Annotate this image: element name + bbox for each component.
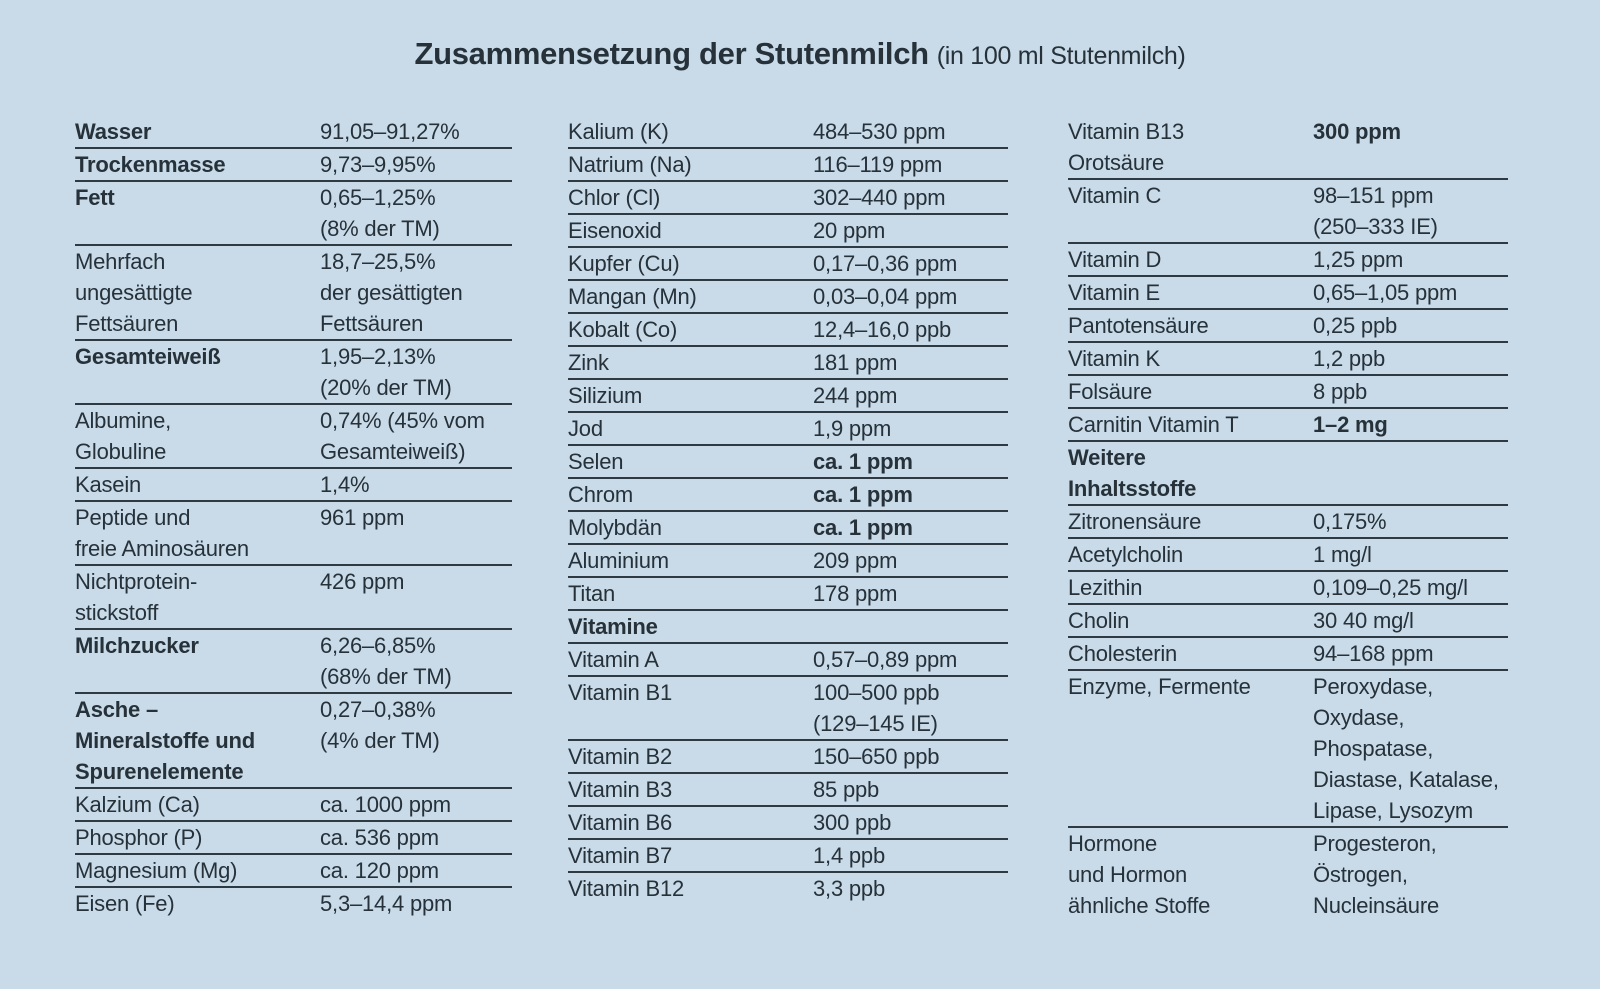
row-label — [75, 822, 320, 853]
table-row — [568, 116, 1008, 149]
value-line: 0,65–1,25% — [320, 185, 436, 210]
row-label — [75, 246, 320, 339]
value-line: 0,27–0,38% — [320, 697, 436, 722]
table-row — [1068, 409, 1508, 442]
label-line: Pantotensäure — [1068, 313, 1209, 338]
row-label — [568, 347, 813, 378]
value-line: 244 ppm — [813, 383, 898, 408]
row-label — [568, 545, 813, 576]
label-line: Wasser — [75, 119, 152, 144]
row-value — [813, 446, 1008, 477]
table-row — [568, 774, 1008, 807]
label-line: stickstoff — [75, 600, 159, 625]
table-row — [568, 741, 1008, 774]
row-value — [1313, 638, 1508, 669]
value-line: 12,4–16,0 ppb — [813, 317, 952, 342]
table-row — [568, 611, 1008, 644]
row-label — [568, 281, 813, 312]
title-main: Zusammensetzung der Stutenmilch — [414, 36, 929, 71]
value-line: Gesamteiweiß) — [320, 439, 466, 464]
row-label — [75, 502, 320, 564]
table-row — [568, 446, 1008, 479]
label-line: Titan — [568, 581, 616, 606]
table-row — [1068, 442, 1508, 506]
label-line: Asche – — [75, 697, 158, 722]
row-value — [1313, 180, 1508, 242]
row-value — [813, 578, 1008, 609]
row-label — [1068, 506, 1313, 537]
row-value — [813, 545, 1008, 576]
row-label — [568, 479, 813, 510]
table-row — [568, 512, 1008, 545]
table-row — [1068, 539, 1508, 572]
label-line: Acetylcholin — [1068, 542, 1183, 567]
row-label — [568, 215, 813, 246]
value-line: Phospatase, — [1313, 736, 1434, 761]
row-label — [568, 446, 813, 477]
label-line: Vitamine — [568, 614, 658, 639]
table-row — [75, 789, 512, 822]
row-value — [813, 116, 1008, 147]
row-label — [568, 413, 813, 444]
label-line: Vitamin C — [1068, 183, 1162, 208]
value-line: 1,95–2,13% — [320, 344, 436, 369]
table-row — [1068, 343, 1508, 376]
value-line: 0,175% — [1313, 509, 1387, 534]
row-value — [1313, 605, 1508, 636]
table-row — [75, 502, 512, 566]
table-row — [75, 341, 512, 405]
row-value — [813, 774, 1008, 805]
row-value — [1313, 376, 1508, 407]
label-line: Selen — [568, 449, 624, 474]
label-line: Mineralstoffe und — [75, 728, 255, 753]
row-label — [1068, 310, 1313, 341]
label-line: Peptide und — [75, 505, 191, 530]
table-row — [1068, 828, 1508, 921]
row-label — [75, 888, 320, 919]
label-line: Hormone — [1068, 831, 1158, 856]
row-value — [813, 644, 1008, 675]
label-line: Carnitin Vitamin T — [1068, 412, 1239, 437]
row-value — [1313, 277, 1508, 308]
row-value — [320, 116, 512, 147]
value-line: 91,05–91,27% — [320, 119, 460, 144]
row-label — [568, 512, 813, 543]
row-value — [813, 149, 1008, 180]
value-line: 94–168 ppm — [1313, 641, 1434, 666]
value-line: (20% der TM) — [320, 375, 452, 400]
value-line: 0,109–0,25 mg/l — [1313, 575, 1468, 600]
label-line: Vitamin B1 — [568, 680, 672, 705]
row-value — [813, 182, 1008, 213]
row-value — [320, 149, 512, 180]
value-line: 30 40 mg/l — [1313, 608, 1414, 633]
row-value — [320, 469, 512, 500]
table-row — [568, 677, 1008, 741]
row-label — [75, 789, 320, 820]
table-row — [75, 469, 512, 502]
label-line: Chrom — [568, 482, 634, 507]
table-row — [568, 873, 1008, 904]
table-column-3 — [1068, 116, 1508, 921]
table-row — [568, 578, 1008, 611]
row-label — [1068, 116, 1313, 178]
row-value — [1313, 116, 1508, 147]
row-value — [320, 855, 512, 886]
row-label — [1068, 180, 1313, 211]
value-line: Lipase, Lysozym — [1313, 798, 1474, 823]
row-label — [568, 807, 813, 838]
row-value — [320, 789, 512, 820]
value-line: 0,65–1,05 ppm — [1313, 280, 1458, 305]
row-value — [320, 822, 512, 853]
label-line: Globuline — [75, 439, 167, 464]
label-line: Mangan (Mn) — [568, 284, 697, 309]
value-line: 1,2 ppb — [1313, 346, 1386, 371]
value-line: 1,9 ppm — [813, 416, 892, 441]
label-line: Inhaltsstoffe — [1068, 476, 1197, 501]
value-line: ca. 120 ppm — [320, 858, 439, 883]
table-row — [1068, 244, 1508, 277]
row-value — [320, 566, 512, 597]
row-value — [813, 413, 1008, 444]
label-line: Vitamin B2 — [568, 744, 672, 769]
value-line: (8% der TM) — [320, 216, 440, 241]
value-line: 181 ppm — [813, 350, 898, 375]
label-line: Kasein — [75, 472, 142, 497]
row-value — [813, 479, 1008, 510]
value-line: 5,3–14,4 ppm — [320, 891, 453, 916]
row-value — [813, 314, 1008, 345]
table-row — [1068, 671, 1508, 828]
table-row — [568, 840, 1008, 873]
title-sub: (in 100 ml Stutenmilch) — [936, 42, 1186, 70]
row-value — [320, 405, 512, 467]
label-line: Vitamin B3 — [568, 777, 672, 802]
table-column-1 — [75, 116, 512, 919]
value-line: 0,57–0,89 ppm — [813, 647, 958, 672]
row-label — [568, 840, 813, 871]
row-label — [568, 741, 813, 772]
value-line: 209 ppm — [813, 548, 898, 573]
table-row — [568, 248, 1008, 281]
table-row — [75, 855, 512, 888]
row-value — [1313, 671, 1508, 826]
value-line: 961 ppm — [320, 505, 405, 530]
row-label — [568, 380, 813, 411]
row-label — [568, 677, 813, 708]
value-line: Progesteron, — [1313, 831, 1437, 856]
row-label — [568, 314, 813, 345]
row-value — [813, 248, 1008, 279]
table-row — [568, 479, 1008, 512]
table-row — [1068, 605, 1508, 638]
label-line: Vitamin B6 — [568, 810, 672, 835]
label-line: Zink — [568, 350, 609, 375]
row-value — [813, 840, 1008, 871]
row-value — [320, 502, 512, 533]
row-value — [1313, 572, 1508, 603]
row-label — [568, 644, 813, 675]
table-column-2 — [568, 116, 1008, 904]
value-line: (129–145 IE) — [813, 711, 938, 736]
table-row — [1068, 506, 1508, 539]
row-label — [75, 855, 320, 886]
value-line: 302–440 ppm — [813, 185, 946, 210]
row-value — [320, 694, 512, 756]
row-label — [1068, 376, 1313, 407]
label-line: Lezithin — [1068, 575, 1143, 600]
table-row — [568, 413, 1008, 446]
row-label — [75, 630, 320, 661]
table-row — [568, 215, 1008, 248]
label-line: Spurenelemente — [75, 759, 244, 784]
table-row — [75, 630, 512, 694]
table-row — [75, 182, 512, 246]
row-label — [1068, 277, 1313, 308]
row-value — [320, 888, 512, 919]
value-line: 0,03–0,04 ppm — [813, 284, 958, 309]
value-line: Diastase, Katalase, — [1313, 767, 1499, 792]
row-label — [1068, 671, 1313, 702]
label-line: Fett — [75, 185, 115, 210]
table-row — [1068, 376, 1508, 409]
value-line: 484–530 ppm — [813, 119, 946, 144]
label-line: Vitamin B12 — [568, 876, 685, 901]
label-line: Magnesium (Mg) — [75, 858, 238, 883]
row-value — [1313, 539, 1508, 570]
label-line: Phosphor (P) — [75, 825, 203, 850]
row-value — [1313, 828, 1508, 921]
table-row — [568, 807, 1008, 840]
value-line: 0,74% (45% vom — [320, 408, 485, 433]
value-line: Peroxydase, — [1313, 674, 1434, 699]
row-value — [813, 741, 1008, 772]
value-line: 85 ppb — [813, 777, 880, 802]
value-line: 20 ppm — [813, 218, 886, 243]
row-value — [1313, 409, 1508, 440]
row-label — [75, 182, 320, 213]
label-line: Vitamin E — [1068, 280, 1160, 305]
row-label — [75, 149, 320, 180]
value-line: Fettsäuren — [320, 311, 424, 336]
row-value — [1313, 506, 1508, 537]
label-line: Silizium — [568, 383, 643, 408]
row-label — [1068, 605, 1313, 636]
row-value — [813, 873, 1008, 904]
row-label — [568, 149, 813, 180]
label-line: Milchzucker — [75, 633, 199, 658]
label-line: Kalium (K) — [568, 119, 669, 144]
row-value — [1313, 244, 1508, 275]
label-line: Trockenmasse — [75, 152, 226, 177]
value-line: 98–151 ppm — [1313, 183, 1434, 208]
label-line: Vitamin A — [568, 647, 659, 672]
row-value — [813, 512, 1008, 543]
table-row — [75, 405, 512, 469]
row-value — [813, 807, 1008, 838]
value-line: 116–119 ppm — [813, 152, 943, 177]
row-label — [1068, 442, 1313, 504]
table-row — [75, 246, 512, 341]
label-line: Kobalt (Co) — [568, 317, 678, 342]
value-line: 0,17–0,36 ppm — [813, 251, 958, 276]
table-row — [568, 545, 1008, 578]
value-line: (250–333 IE) — [1313, 214, 1438, 239]
label-line: Cholin — [1068, 608, 1130, 633]
value-line: ca. 536 ppm — [320, 825, 439, 850]
value-line: 300 ppm — [1313, 119, 1401, 144]
label-line: Nichtprotein- — [75, 569, 198, 594]
label-line: Weitere — [1068, 445, 1146, 470]
label-line: Folsäure — [1068, 379, 1152, 404]
table-row — [568, 314, 1008, 347]
row-label — [1068, 828, 1313, 921]
row-label — [568, 578, 813, 609]
table-row — [568, 149, 1008, 182]
value-line: der gesättigten — [320, 280, 463, 305]
value-line: 1,4% — [320, 472, 370, 497]
row-value — [813, 380, 1008, 411]
value-line: Östrogen, — [1313, 862, 1408, 887]
label-line: Aluminium — [568, 548, 669, 573]
label-line: ungesättigte — [75, 280, 193, 305]
table-row — [568, 347, 1008, 380]
value-line: 6,26–6,85% — [320, 633, 436, 658]
row-label — [1068, 572, 1313, 603]
label-line: Albumine, — [75, 408, 172, 433]
label-line: Eisen (Fe) — [75, 891, 175, 916]
label-line: Chlor (Cl) — [568, 185, 661, 210]
table-row — [75, 694, 512, 789]
table-row — [1068, 572, 1508, 605]
table-row — [568, 644, 1008, 677]
label-line: Jod — [568, 416, 603, 441]
label-line: Kalzium (Ca) — [75, 792, 200, 817]
value-line: 1,4 ppb — [813, 843, 886, 868]
value-line: ca. 1 ppm — [813, 515, 913, 540]
table-row — [1068, 116, 1508, 180]
value-line: 8 ppb — [1313, 379, 1368, 404]
label-line: Zitronensäure — [1068, 509, 1202, 534]
table-row — [568, 182, 1008, 215]
row-value — [1313, 310, 1508, 341]
value-line: 300 ppb — [813, 810, 892, 835]
page-title — [0, 36, 1600, 72]
row-label — [568, 873, 813, 904]
table-row — [75, 149, 512, 182]
table-row — [568, 281, 1008, 314]
label-line: Vitamin B7 — [568, 843, 672, 868]
row-label — [1068, 539, 1313, 570]
value-line: 18,7–25,5% — [320, 249, 436, 274]
label-line: Kupfer (Cu) — [568, 251, 680, 276]
row-value — [813, 281, 1008, 312]
row-label — [75, 694, 320, 787]
value-line: ca. 1 ppm — [813, 482, 913, 507]
label-line: Fettsäuren — [75, 311, 179, 336]
value-line: 1,25 ppm — [1313, 247, 1404, 272]
row-value — [1313, 343, 1508, 374]
label-line: Vitamin B13 — [1068, 119, 1185, 144]
row-value — [320, 341, 512, 403]
label-line: Vitamin K — [1068, 346, 1160, 371]
row-value — [320, 246, 512, 339]
label-line: freie Aminosäuren — [75, 536, 249, 561]
label-line: Molybdän — [568, 515, 662, 540]
label-line: ähnliche Stoffe — [1068, 893, 1211, 918]
value-line: (4% der TM) — [320, 728, 440, 753]
row-label — [75, 469, 320, 500]
value-line: Oxydase, — [1313, 705, 1405, 730]
table-row — [75, 116, 512, 149]
label-line: Mehrfach — [75, 249, 166, 274]
value-line: 1–2 mg — [1313, 412, 1388, 437]
label-line: und Hormon — [1068, 862, 1188, 887]
table-row — [75, 822, 512, 855]
label-line: Orotsäure — [1068, 150, 1165, 175]
row-label — [1068, 244, 1313, 275]
table-row — [568, 380, 1008, 413]
row-label — [75, 341, 320, 372]
label-line: Natrium (Na) — [568, 152, 692, 177]
row-label — [75, 566, 320, 628]
value-line: 9,73–9,95% — [320, 152, 436, 177]
value-line: ca. 1000 ppm — [320, 792, 451, 817]
label-line: Gesamteiweiß — [75, 344, 221, 369]
row-label — [1068, 638, 1313, 669]
value-line: 150–650 ppb — [813, 744, 940, 769]
row-value — [813, 215, 1008, 246]
row-value — [320, 182, 512, 244]
row-label — [568, 116, 813, 147]
value-line: 426 ppm — [320, 569, 405, 594]
row-value — [320, 630, 512, 692]
row-label — [75, 116, 320, 147]
value-line: 100–500 ppb — [813, 680, 940, 705]
table-row — [1068, 277, 1508, 310]
row-label — [568, 248, 813, 279]
table-row — [1068, 310, 1508, 343]
value-line: 0,25 ppb — [1313, 313, 1398, 338]
table-row — [75, 888, 512, 919]
row-value — [813, 347, 1008, 378]
value-line: Nucleinsäure — [1313, 893, 1440, 918]
value-line: 178 ppm — [813, 581, 898, 606]
row-label — [568, 774, 813, 805]
table-row — [75, 566, 512, 630]
row-label — [1068, 409, 1313, 440]
value-line: (68% der TM) — [320, 664, 452, 689]
row-label — [568, 611, 813, 642]
value-line: ca. 1 ppm — [813, 449, 913, 474]
table-row — [1068, 638, 1508, 671]
value-line: 1 mg/l — [1313, 542, 1372, 567]
value-line: 3,3 ppb — [813, 876, 886, 901]
row-label — [568, 182, 813, 213]
table-row — [1068, 180, 1508, 244]
row-label — [75, 405, 320, 467]
row-value — [813, 677, 1008, 739]
label-line: Vitamin D — [1068, 247, 1162, 272]
row-label — [1068, 343, 1313, 374]
label-line: Eisenoxid — [568, 218, 662, 243]
label-line: Enzyme, Fermente — [1068, 674, 1251, 699]
label-line: Cholesterin — [1068, 641, 1178, 666]
